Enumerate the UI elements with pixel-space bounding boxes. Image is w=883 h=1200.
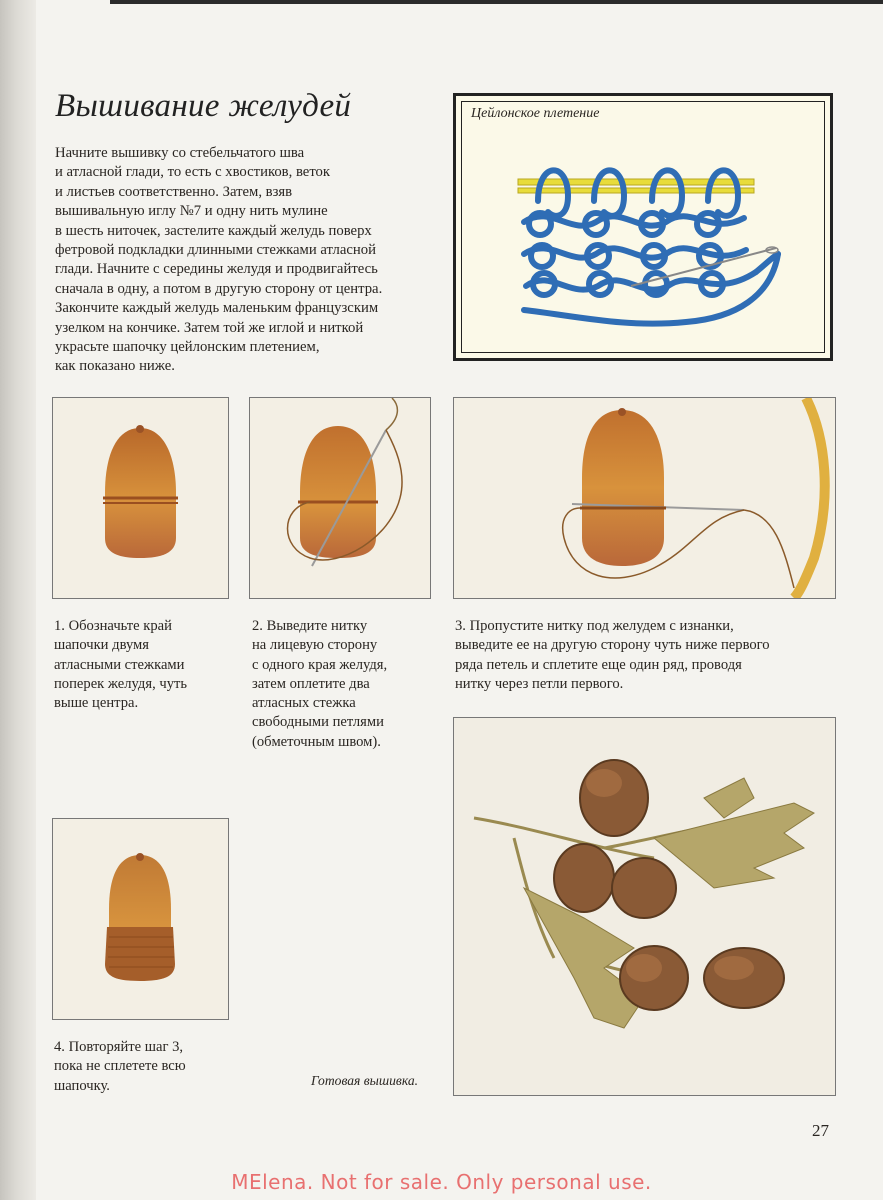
caption-line: затем оплетите два (252, 675, 370, 692)
caption-line: с одного края желудя, (252, 656, 388, 673)
step1-caption (54, 617, 187, 713)
finished-embroidery-photo (453, 717, 836, 1096)
caption-line: на лицевую сторону (252, 637, 378, 654)
intro-line: и листьев соответственно. Затем, взяв (55, 183, 293, 200)
intro-line: глади. Начните с середины желудя и продвигайтесь (55, 261, 378, 278)
intro-line: Закончите каждый желудь маленьким французским (55, 300, 379, 317)
top-rule (110, 0, 883, 4)
step1-photo (52, 397, 229, 599)
step3-photo (453, 397, 836, 599)
intro-line: как показано ниже. (55, 358, 175, 375)
caption-line: 1. Обозначьте край (54, 618, 172, 634)
caption-line: шапочку. (54, 1077, 110, 1094)
watermark-text: MElena. Not for sale. Only personal use. (231, 1170, 652, 1194)
caption-line: нитку через петли первого. (455, 675, 624, 692)
caption-line: свободными петлями (252, 714, 384, 731)
caption-line: атласными стежками (54, 656, 185, 673)
caption-line: атласных стежка (252, 695, 356, 712)
diagram-label: Цейлонское плетение (471, 106, 600, 121)
step2-caption (252, 617, 387, 752)
intro-text (55, 144, 435, 377)
caption-line: 4. Повторяйте шаг 3, (54, 1039, 184, 1055)
ceylon-stitch-illustration (456, 96, 830, 358)
ceylon-stitch-diagram (453, 93, 833, 361)
intro-line: узелком на кончике. Затем той же иглой и ниткой (55, 319, 364, 336)
step3-caption (455, 617, 770, 694)
acorn-illustration (53, 819, 228, 1019)
acorn-illustration (250, 398, 430, 598)
caption-line: пока не сплетете всю (54, 1058, 186, 1075)
caption-line: 2. Выведите нитку (252, 618, 368, 634)
intro-line: Начните вышивку со стебельчатого шва (55, 145, 305, 161)
caption-line: поперек желудя, чуть (54, 675, 188, 692)
page-number: 27 (812, 1121, 829, 1140)
intro-line: в шесть ниточек, застелите каждый желудь поверх (55, 222, 372, 239)
step4-caption (54, 1038, 186, 1096)
caption-line: 3. Пропустите нитку под желудем с изнанки, (455, 618, 734, 634)
intro-line: украсьте шапочку цейлонским плетением, (55, 339, 320, 356)
page-title: Вышивание желудей (55, 88, 352, 124)
intro-line: фетровой подкладки длинными стежками атласной (55, 242, 376, 259)
book-spine-shadow (0, 0, 36, 1200)
acorn-illustration (53, 398, 228, 598)
intro-line: сначала в одну, а потом в другую сторону от центра. (55, 280, 383, 297)
intro-line: и атласной глади, то есть с хвостиков, веток (55, 164, 331, 181)
caption-line: шапочки двумя (54, 637, 150, 654)
step4-photo (52, 818, 229, 1020)
step2-photo (249, 397, 431, 599)
caption-line: ряда петель и сплетите еще один ряд, проводя (455, 656, 742, 673)
embroidery-illustration (454, 718, 835, 1095)
acorn-illustration (454, 398, 835, 598)
caption-line: выведите ее на другую сторону чуть ниже первого (455, 637, 770, 654)
intro-line: вышивальную иглу №7 и одну нить мулине (55, 203, 328, 220)
finished-caption: Готовая вышивка. (311, 1073, 419, 1088)
caption-line: выше центра. (54, 695, 139, 712)
caption-line: (обметочным швом). (252, 733, 381, 750)
